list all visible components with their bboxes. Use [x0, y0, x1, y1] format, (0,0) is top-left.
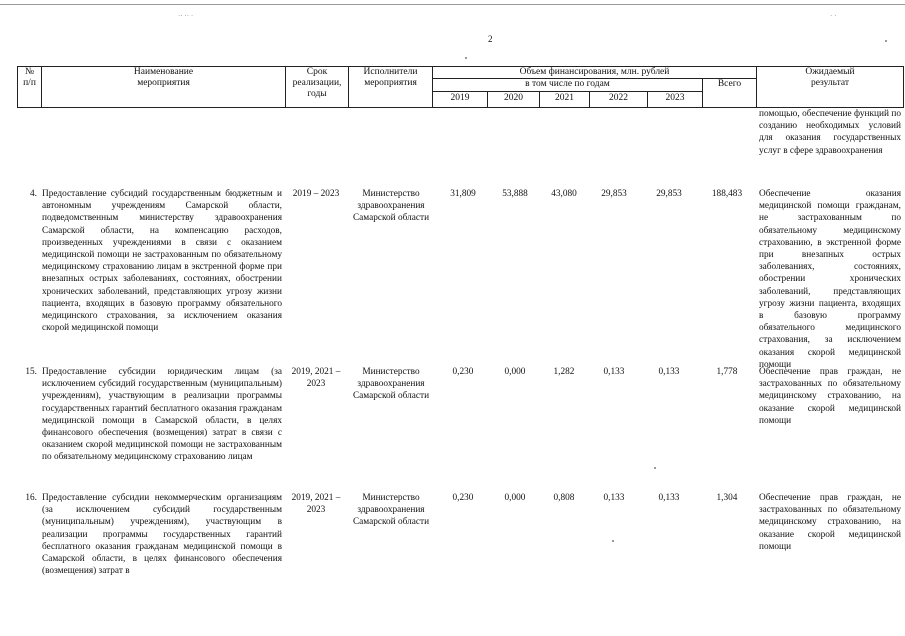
scan-artifact: · ·: [830, 12, 837, 20]
row-term: 2019, 2021 – 2023: [291, 367, 341, 390]
row-value-2023: 0,133: [658, 493, 680, 503]
row-value-2019: 0,230: [452, 367, 474, 377]
scan-speck: [654, 467, 656, 469]
row-term: 2019, 2021 – 2023: [291, 493, 341, 516]
column-header-year-2021: 2021: [555, 93, 574, 103]
continued-result-text: помощью, обеспечение функций по созданию необходимых условий для оказания государственных услуг в сфере здравоохранения: [759, 109, 901, 156]
row-value-2022: 29,853: [601, 189, 627, 199]
row-number: 16.: [25, 493, 37, 503]
row-total: 1,304: [716, 493, 738, 503]
row-value-2020: 53,888: [502, 189, 528, 199]
row-expected-result: Обеспечение прав граждан, не застрахованных по обязательному медицинскому страхованию, на оказание скорой медицинской помощи: [759, 367, 901, 426]
row-value-2021: 43,080: [551, 189, 577, 199]
table-header: [17, 66, 904, 108]
scan-speck: [612, 540, 614, 542]
row-value-2019: 31,809: [450, 189, 476, 199]
scan-speck: [885, 40, 887, 42]
row-expected-result: Обеспечение оказания медицинской помощи гражданам, не застрахованным по обязательному медицинскому страхованию, в экстренной форме при внезапных острых заболеваниях, состояниях, обострении хронических заболеваний, представляющих угрозу жизни пациента, входящих в базовую программу обязательного медицинского страхования, за исключением оказания скорой медицинской помощи: [759, 189, 901, 370]
column-header-year-2022: 2022: [609, 93, 628, 103]
column-header-year-2023: 2023: [665, 93, 685, 103]
column-header-by-years: в том числе по годам: [525, 79, 610, 89]
column-header-year-2020: 2020: [504, 93, 523, 103]
column-header-number: № п/п: [23, 67, 36, 88]
scan-artifact: ·· ·· ·: [178, 12, 194, 20]
row-executor: Министерство здравоохранения Самарской области: [352, 367, 430, 402]
row-executor: Министерство здравоохранения Самарской области: [352, 493, 430, 528]
scan-speck: [465, 57, 467, 59]
row-total: 1,778: [716, 367, 738, 377]
page-number: 2: [488, 34, 493, 44]
row-expected-result: Обеспечение прав граждан, не застрахованных по обязательному медицинскому страхованию, на оказание скорой медицинской помощи: [759, 493, 901, 552]
row-value-2022: 0,133: [603, 367, 625, 377]
column-header-total: Всего: [717, 79, 742, 89]
row-value-2021: 0,808: [553, 493, 575, 503]
column-header-term: Срок реализации, годы: [292, 67, 342, 99]
row-activity-name: Предоставление субсидии некоммерческим организациям (за исключением субсидий государственным (муниципальным) учреждениям), участвующим в реализации программы государственных гарантий бесплатного оказания гражданам медицинской помощи в Самарской области, в целях финансового обеспечения (возмещения) затрат в: [42, 493, 282, 577]
row-number: 15.: [25, 367, 37, 377]
row-number: 4.: [30, 189, 37, 199]
row-value-2023: 0,133: [658, 367, 680, 377]
row-executor: Министерство здравоохранения Самарской области: [352, 189, 430, 224]
row-value-2023: 29,853: [656, 189, 682, 199]
column-header-name: Наименование мероприятия: [133, 67, 194, 88]
row-value-2020: 0,000: [504, 493, 526, 503]
row-term: 2019 – 2023: [292, 189, 340, 199]
column-header-result: Ожидаемый результат: [805, 67, 855, 88]
column-header-financing: Объем финансирования, млн. рублей: [519, 67, 670, 77]
column-header-executors: Исполнители мероприятия: [363, 67, 418, 88]
column-header-year-2019: 2019: [450, 93, 470, 103]
row-total: 188,483: [711, 189, 743, 199]
scan-edge-line: [0, 4, 905, 5]
row-value-2021: 1,282: [553, 367, 575, 377]
row-value-2019: 0,230: [452, 493, 474, 503]
row-activity-name: Предоставление субсидий государственным бюджетным и автономным учреждениям Самарской области, подведомственным министерству здравоохранения Самарской области, на компенсацию расходов, произведенных учреждениями в связи с оказанием медицинской помощи не застрахованным по обязательному медицинскому страхованию лицам в экстренной форме при внезапных острых заболеваниях, состояниях, обострении хронических заболеваний, представляющих угрозу жизни пациента, входящих в базовую программу обязательного медицинского страхования, за исключением оказания скорой медицинской помощи: [42, 189, 282, 334]
row-value-2020: 0,000: [504, 367, 526, 377]
row-value-2022: 0,133: [603, 493, 625, 503]
row-activity-name: Предоставление субсидии юридическим лицам (за исключением субсидий государственным (муниципальным) учреждениям), участвующим в реализации программы государственных гарантий бесплатного оказания гражданам медицинской помощи в Самарской области, в целях финансового обеспечения (возмещения) затрат в связи с оказанием скорой медицинской помощи не застрахованным по обязательному медицинскому страхованию лицам: [42, 367, 282, 463]
